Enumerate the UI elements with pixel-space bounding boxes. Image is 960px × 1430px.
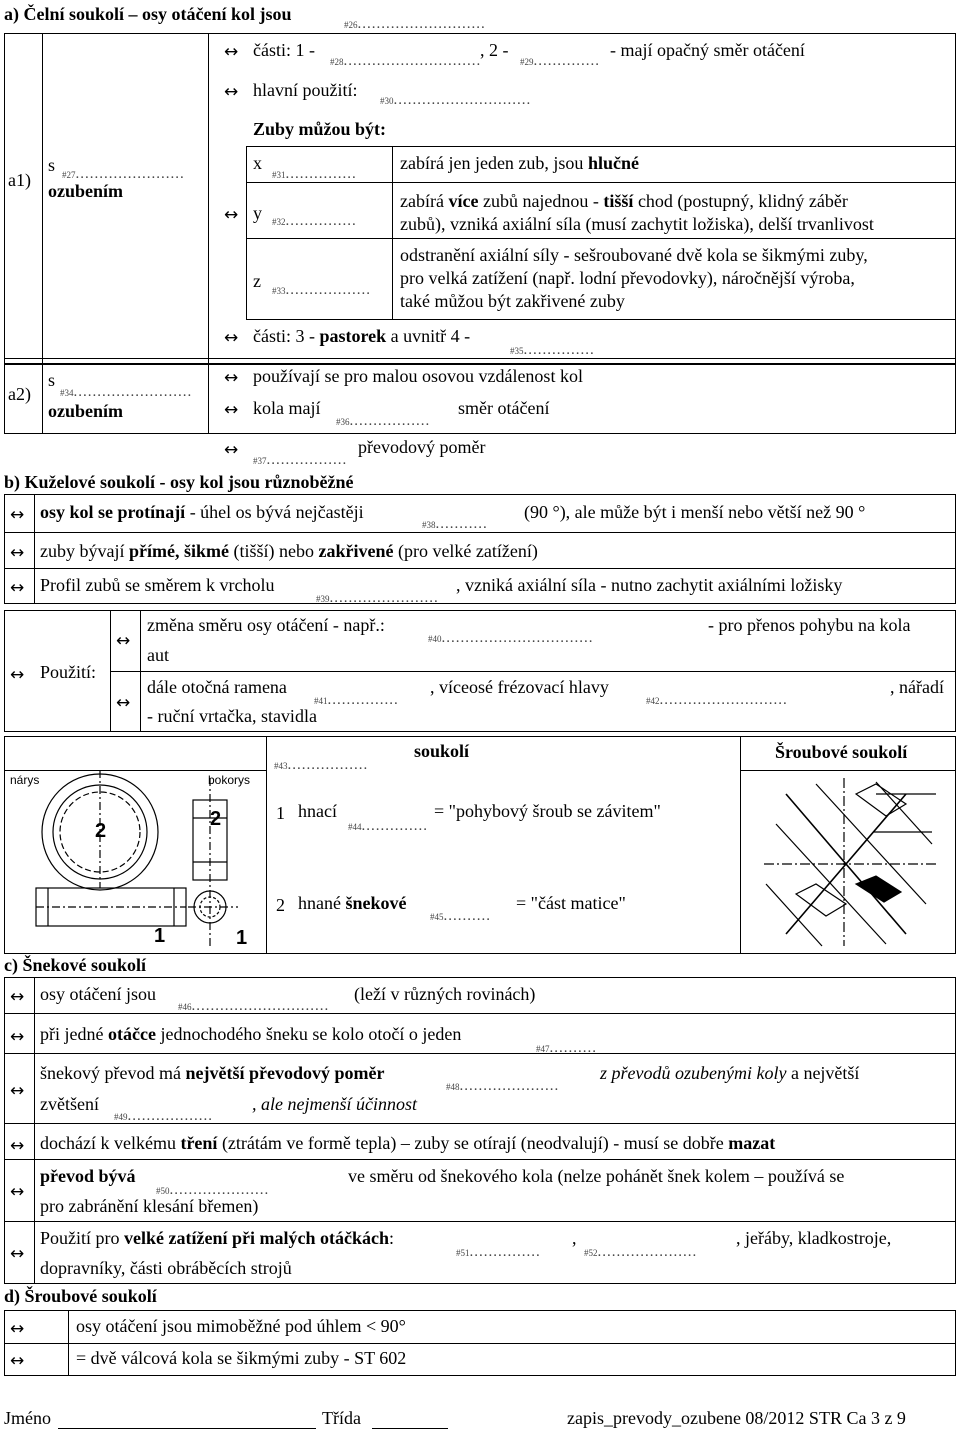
blank-48[interactable]: #48..................... bbox=[446, 1078, 560, 1094]
blank-51[interactable]: #51............... bbox=[456, 1244, 541, 1260]
arrow-icon: ↔ bbox=[224, 82, 239, 102]
b-use2-pre: dále otočná ramena bbox=[147, 677, 287, 697]
arrow-icon: ↔ bbox=[10, 987, 25, 1007]
c-line6-comma: , bbox=[572, 1228, 577, 1248]
blank-42[interactable]: #42........................... bbox=[646, 692, 788, 708]
arrow-icon: ↔ bbox=[10, 543, 25, 563]
screw-gear-title: Šroubové soukolí bbox=[775, 742, 908, 762]
gear-number-2: 2 bbox=[95, 820, 107, 842]
divider bbox=[42, 364, 43, 434]
main-use-label: hlavní použití: bbox=[253, 80, 358, 100]
section-b-title: b) Kuželové soukolí - osy kol jsou různoběžné bbox=[4, 472, 354, 492]
divider bbox=[208, 33, 209, 364]
b-use1-post: - pro přenos pohybu na kola bbox=[708, 615, 911, 635]
c-line6: Použití pro velké zatížení při malých otáčkách: bbox=[40, 1228, 394, 1248]
footer-file-info: zapis_prevody_ozubene 08/2012 STR Ca 3 z 9 bbox=[567, 1408, 906, 1428]
a1-ozubenim: ozubením bbox=[48, 181, 124, 201]
gear-number-1: 1 bbox=[154, 925, 166, 947]
c-line5-line2: pro zabránění klesání břemen) bbox=[40, 1196, 259, 1216]
narys-label: nárys bbox=[10, 773, 40, 787]
c-line5-post: ve směru od šnekového kola (nelze pohánět šnek kolem – používá se bbox=[348, 1166, 845, 1186]
blank-35[interactable]: #35............... bbox=[510, 342, 595, 358]
blank-29[interactable]: #29.............. bbox=[520, 53, 600, 69]
parts-mid: , 2 - bbox=[480, 40, 509, 60]
worm-num-2: 2 bbox=[276, 895, 285, 915]
footer-class-field[interactable] bbox=[372, 1428, 448, 1429]
section-a-title: a) Čelní soukolí – osy otáčení kol jsou bbox=[4, 4, 292, 24]
arrow-icon: ↔ bbox=[116, 631, 131, 651]
worm-hnaci: hnací bbox=[298, 801, 337, 821]
divider bbox=[740, 736, 741, 954]
blank-50[interactable]: #50..................... bbox=[156, 1182, 270, 1198]
divider bbox=[4, 1013, 956, 1014]
divider bbox=[34, 494, 35, 604]
parts-prefix: části: 1 - bbox=[253, 40, 315, 60]
teeth-y-desc: zabírá více zubů najednou - tišší chod (postupný, klidný záběr zubů), vzniká axiální síla (musí zachytit ložiska), delší trvanlivost bbox=[400, 191, 874, 234]
c-line6-post: , jeřáby, kladkostroje, bbox=[736, 1228, 892, 1248]
c-line3: šnekový převod má největší převodový poměr bbox=[40, 1063, 385, 1083]
divider bbox=[4, 1343, 956, 1344]
blank-39[interactable]: #39....................... bbox=[316, 590, 439, 606]
divider bbox=[4, 1159, 956, 1160]
divider bbox=[34, 977, 35, 1284]
blank-40[interactable]: #40................................ bbox=[428, 630, 594, 646]
divider bbox=[4, 1053, 956, 1054]
blank-33[interactable]: #33.................. bbox=[272, 282, 371, 298]
b-line2: zuby bývají přímé, šikmé (tišší) nebo zakřivené (pro velké zatížení) bbox=[40, 541, 538, 561]
divider bbox=[208, 364, 209, 434]
teeth-x: x bbox=[253, 153, 262, 173]
footer-name-field[interactable] bbox=[58, 1428, 316, 1429]
a2-parts: části: 3 - pastorek a uvnitř 4 - bbox=[253, 326, 471, 346]
blank-34[interactable]: #34......................... bbox=[60, 384, 193, 400]
c-line4: dochází k velkému tření (ztrátám ve formě tepla) – zuby se otírají (neodvalují) - musí se dobře mazat bbox=[40, 1133, 776, 1153]
a2-ozubenim: ozubením bbox=[48, 401, 124, 421]
teeth-can-be: Zuby můžou být: bbox=[253, 119, 387, 139]
screw-gear-drawing bbox=[756, 774, 946, 950]
b-use1-line2: aut bbox=[147, 645, 169, 665]
worm-hnane-eq: = "část matice" bbox=[516, 893, 626, 913]
blank-47[interactable]: #47.......... bbox=[536, 1040, 597, 1056]
divider bbox=[266, 736, 267, 954]
section-c-title: c) Šnekové soukolí bbox=[4, 955, 147, 975]
footer-name-label: Jméno bbox=[4, 1408, 51, 1428]
arrow-icon: ↔ bbox=[10, 1351, 25, 1371]
c-line3-line2: zvětšení bbox=[40, 1094, 99, 1114]
divider bbox=[42, 33, 43, 364]
worm-num-1: 1 bbox=[276, 803, 285, 823]
divider bbox=[392, 146, 393, 320]
blank-38[interactable]: #38........... bbox=[422, 516, 488, 532]
teeth-z-desc: odstranění axiální síly - sešroubované dvě kola se šikmými zuby, pro velká zatížení (např. lodní převodovky), náročnější výroba, také můžou být zakřivené zuby bbox=[400, 245, 868, 311]
a2-dir: směr otáčení bbox=[458, 398, 550, 418]
parts-suffix: - mají opačný směr otáčení bbox=[610, 40, 805, 60]
section-d-title: d) Šroubové soukolí bbox=[4, 1286, 157, 1306]
blank-30[interactable]: #30............................. bbox=[380, 92, 532, 108]
teeth-y: y bbox=[253, 203, 262, 223]
b-line3-post: , vzniká axiální síla - nutno zachytit axiálními ložisky bbox=[456, 575, 843, 595]
arrow-icon: ↔ bbox=[10, 1081, 25, 1101]
c-line5-bold: převod bývá bbox=[40, 1166, 136, 1186]
c-line3-line2-it: , ale nejmenší účinnost bbox=[252, 1094, 417, 1114]
worm-gear-drawing bbox=[8, 770, 264, 952]
a2-wheels: kola mají bbox=[253, 398, 321, 418]
arrow-icon: ↔ bbox=[10, 505, 25, 525]
divider bbox=[246, 238, 956, 239]
blank-31[interactable]: #31............... bbox=[272, 166, 357, 182]
teeth-z: z bbox=[253, 271, 261, 291]
blank-36[interactable]: #36................. bbox=[336, 413, 431, 429]
gear-number-1: 1 bbox=[236, 927, 248, 949]
blank-32[interactable]: #32............... bbox=[272, 213, 357, 229]
divider bbox=[4, 1221, 956, 1222]
b-use2-mid: , víceosé frézovací hlavy bbox=[430, 677, 609, 697]
b-use2-post: , nářadí bbox=[890, 677, 944, 697]
arrow-icon: ↔ bbox=[224, 440, 239, 460]
divider bbox=[110, 671, 956, 672]
blank-27[interactable]: #27....................... bbox=[62, 166, 185, 182]
blank-45[interactable]: #45.......... bbox=[430, 908, 491, 924]
d-line1: osy otáčení jsou mimoběžné pod úhlem < 90° bbox=[76, 1316, 406, 1336]
arrow-icon: ↔ bbox=[224, 205, 239, 225]
arrow-icon: ↔ bbox=[10, 1319, 25, 1339]
b-use-label: Použití: bbox=[40, 662, 97, 682]
a2-s: s bbox=[48, 370, 56, 390]
arrow-icon: ↔ bbox=[224, 368, 239, 388]
arrow-icon: ↔ bbox=[10, 1027, 25, 1047]
c-line3-post: z převodů ozubenými koly a největší bbox=[600, 1063, 860, 1083]
worm-hnaci-eq: = "pohybový šroub se závitem" bbox=[434, 801, 661, 821]
a1-label: a1) bbox=[8, 170, 31, 190]
b-use2-line2: - ruční vrtačka, stavidla bbox=[147, 706, 317, 726]
bokorys-label: bokorys bbox=[208, 773, 251, 787]
gear-number-2: 2 bbox=[210, 808, 222, 830]
d-line2: = dvě válcová kola se šikmými zuby - ST 602 bbox=[76, 1348, 407, 1368]
blank-46[interactable]: #46............................. bbox=[178, 998, 330, 1014]
a2-label: a2) bbox=[8, 384, 31, 404]
divider bbox=[740, 770, 956, 771]
a1-s: s bbox=[48, 155, 56, 175]
blank-43[interactable]: #43................. bbox=[274, 757, 369, 773]
worm-soukoli-title: soukolí bbox=[414, 741, 470, 761]
c-line6-line2: dopravníky, části obráběcích strojů bbox=[40, 1258, 292, 1278]
blank-41[interactable]: #41............... bbox=[314, 692, 399, 708]
arrow-icon: ↔ bbox=[10, 1136, 25, 1156]
arrow-icon: ↔ bbox=[224, 42, 239, 62]
arrow-icon: ↔ bbox=[10, 1182, 25, 1202]
a2-ratio: převodový poměr bbox=[358, 437, 486, 457]
c-line1-pre: osy otáčení jsou bbox=[40, 984, 156, 1004]
c-line1-post: (leží v různých rovinách) bbox=[354, 984, 536, 1004]
blank-52[interactable]: #52..................... bbox=[584, 1244, 698, 1260]
divider bbox=[4, 358, 956, 359]
divider bbox=[4, 568, 956, 569]
blank-49[interactable]: #49.................. bbox=[114, 1108, 213, 1124]
blank-28[interactable]: #28............................. bbox=[330, 53, 482, 69]
footer-class-label: Třída bbox=[322, 1408, 361, 1428]
arrow-icon: ↔ bbox=[10, 665, 25, 685]
arrow-icon: ↔ bbox=[224, 328, 239, 348]
blank-44[interactable]: #44.............. bbox=[348, 818, 428, 834]
a2-use: používají se pro malou osovou vzdálenost kol bbox=[253, 366, 583, 386]
teeth-x-desc: zabírá jen jeden zub, jsou hlučné bbox=[400, 153, 639, 173]
c-line2: při jedné otáčce jednochodého šneku se kolo otočí o jeden bbox=[40, 1024, 462, 1044]
b-line1: osy kol se protínají - úhel os bývá nejčastěji bbox=[40, 502, 364, 522]
b-line3-pre: Profil zubů se směrem k vrcholu bbox=[40, 575, 275, 595]
arrow-icon: ↔ bbox=[224, 400, 239, 420]
arrow-icon: ↔ bbox=[116, 693, 131, 713]
blank-37[interactable]: #37................. bbox=[253, 452, 348, 468]
b-line1-post: (90 °), ale může být i menší nebo větší než 90 ° bbox=[524, 502, 866, 522]
b-use1-pre: změna směru osy otáčení - např.: bbox=[147, 615, 385, 635]
blank-26[interactable]: #26........................... bbox=[344, 16, 486, 32]
arrow-icon: ↔ bbox=[10, 1244, 25, 1264]
worm-hnane: hnané šnekové bbox=[298, 893, 407, 913]
arrow-icon: ↔ bbox=[10, 578, 25, 598]
